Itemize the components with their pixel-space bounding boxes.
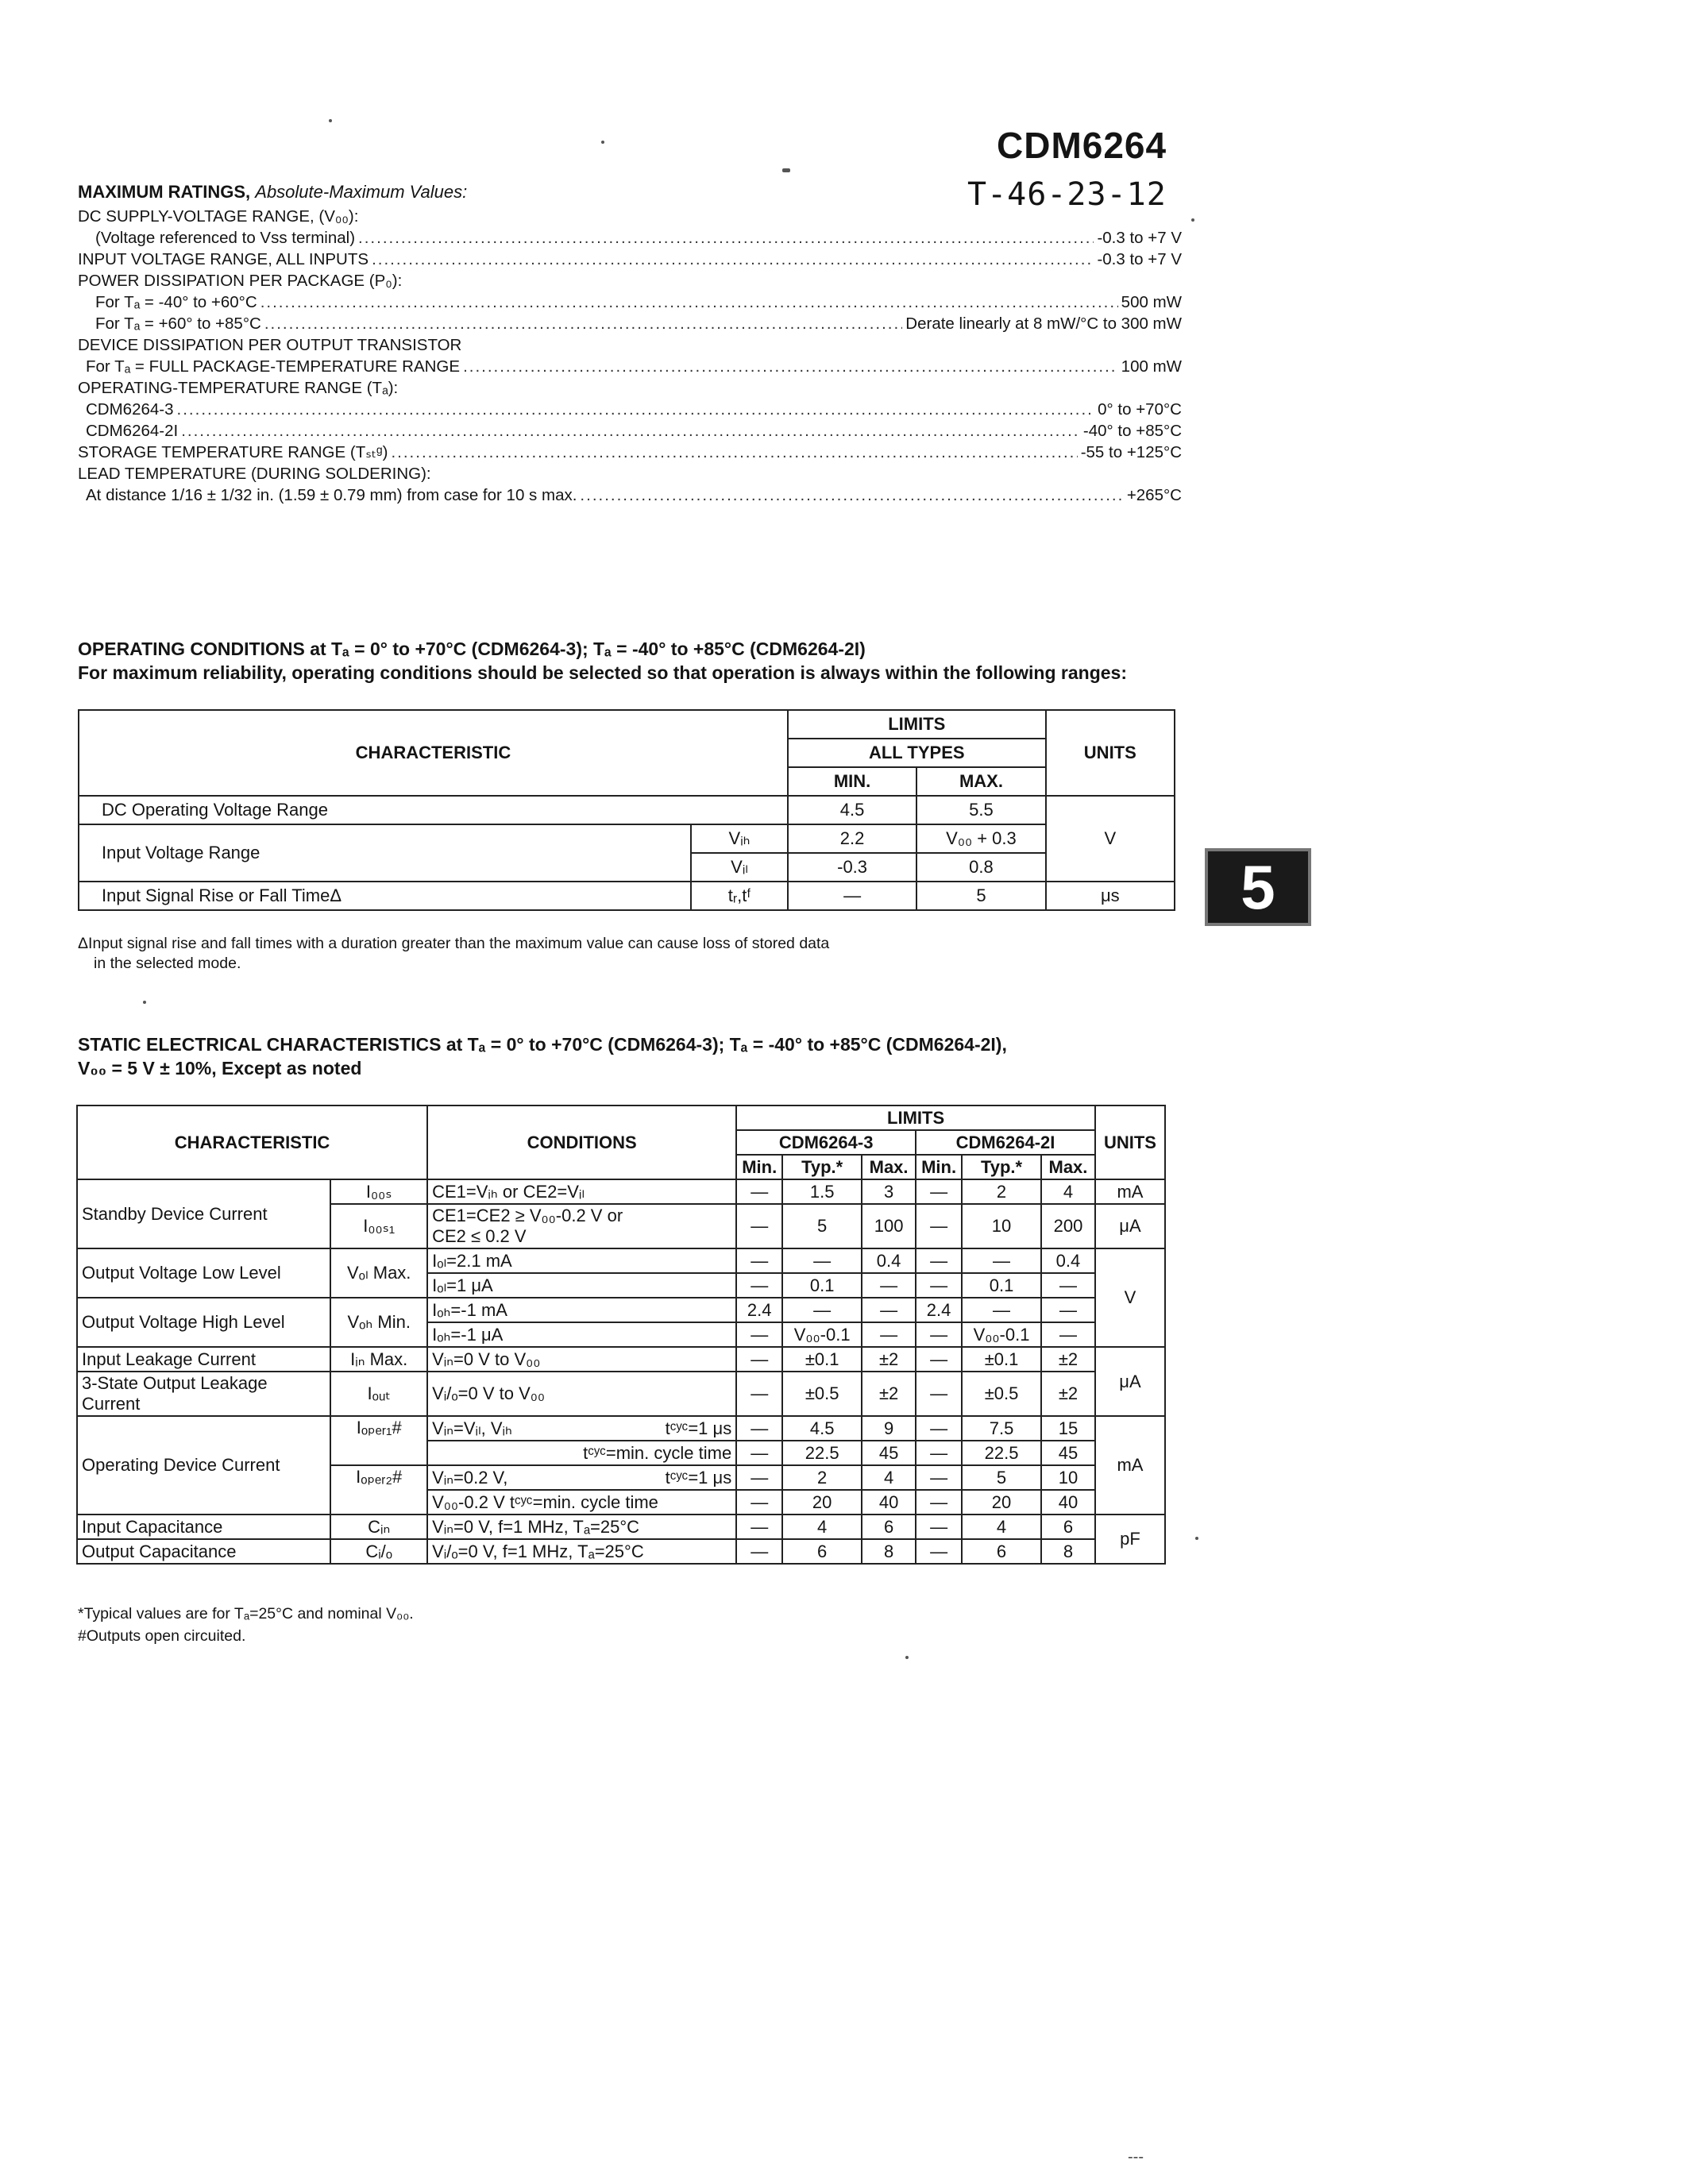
st-cell: ±0.1 <box>962 1347 1041 1372</box>
st-cell: Iₒₕ=-1 mA <box>427 1298 736 1322</box>
st-cell: 22.5 <box>962 1441 1041 1465</box>
st-cell: 9 <box>862 1416 916 1441</box>
operating-title: OPERATING CONDITIONS at Tₐ = 0° to +70°C (CDM6264-3); Tₐ = -40° to +85°C (CDM6264-2I) <box>78 639 866 659</box>
scan-speck <box>905 1656 909 1659</box>
table-row <box>77 1248 1165 1273</box>
st-cell: V₀₀-0.1 <box>782 1322 862 1347</box>
st-cell: 7.5 <box>962 1416 1041 1441</box>
rating-label: OPERATING-TEMPERATURE RANGE (Tₐ): <box>78 379 399 397</box>
footnote-line: ΔInput signal rise and fall times with a duration greater than the maximum value can cause loss of stored data <box>78 935 830 952</box>
st-cell: — <box>736 1539 782 1564</box>
st-cell: 2 <box>782 1465 862 1490</box>
op-cell: 2.2 <box>788 824 916 853</box>
condition-line: CE1=CE2 ≥ V₀₀-0.2 V or <box>432 1206 623 1225</box>
rating-line <box>78 399 1182 420</box>
st-cell: — <box>916 1539 962 1564</box>
st-cell: Output Voltage High Level <box>77 1298 330 1347</box>
st-cell: Vᵢₙ=0 V to V₀₀ <box>427 1347 736 1372</box>
static-characteristics-heading <box>78 1032 1007 1080</box>
st-cell: 2 <box>962 1179 1041 1204</box>
st-cell <box>427 1204 736 1248</box>
operating-footnote <box>78 934 829 974</box>
st-cell: — <box>916 1347 962 1372</box>
rating-line <box>78 420 1182 442</box>
static-footnotes <box>78 1603 414 1647</box>
op-cell: 5 <box>916 882 1045 910</box>
rating-value: -0.3 to +7 V <box>1097 250 1182 268</box>
st-cell: — <box>916 1179 962 1204</box>
st-head-device: CDM6264-3 <box>736 1130 916 1155</box>
rating-line <box>78 227 1182 249</box>
st-cell: 0.4 <box>862 1248 916 1273</box>
st-cell: 5 <box>962 1465 1041 1490</box>
scan-speck <box>782 168 790 172</box>
st-cell: 100 <box>862 1204 916 1248</box>
st-cell: Iₒₚₑᵣ₂# <box>330 1465 427 1515</box>
op-head-max: MAX. <box>916 767 1045 796</box>
rating-value: 500 mW <box>1121 293 1182 311</box>
rating-label: CDM6264-2I <box>86 422 179 440</box>
st-cell: Iₒₗ=1 μA <box>427 1273 736 1298</box>
rating-label: For Tₐ = +60° to +85°C <box>95 314 261 333</box>
st-cell <box>427 1465 736 1490</box>
document-code: T-46-23-12 <box>967 176 1167 213</box>
st-cell: Operating Device Current <box>77 1416 330 1515</box>
rating-value: 0° to +70°C <box>1098 400 1182 419</box>
st-cell: — <box>736 1179 782 1204</box>
op-cell: — <box>788 882 916 910</box>
st-cell: Output Capacitance <box>77 1539 330 1564</box>
st-cell: — <box>916 1372 962 1416</box>
st-cell: ±2 <box>1041 1347 1095 1372</box>
st-cell: 4.5 <box>782 1416 862 1441</box>
rating-line <box>78 313 1182 334</box>
st-cell: — <box>736 1416 782 1441</box>
op-head-all-types: ALL TYPES <box>788 739 1046 767</box>
rating-line <box>78 484 1182 506</box>
st-head-limits: LIMITS <box>736 1106 1095 1130</box>
st-cell: ±0.5 <box>962 1372 1041 1416</box>
st-head-typ: Typ.* <box>962 1155 1041 1179</box>
st-head-max: Max. <box>862 1155 916 1179</box>
st-cell: 20 <box>782 1490 862 1515</box>
op-cell: Input Signal Rise or Fall TimeΔ <box>79 882 691 910</box>
st-cell: — <box>916 1204 962 1248</box>
st-cell: — <box>916 1441 962 1465</box>
op-head-units: UNITS <box>1046 710 1175 796</box>
st-cell: 4 <box>1041 1179 1095 1204</box>
st-cell: V₀₀-0.2 V tᶜʸᶜ=min. cycle time <box>427 1490 736 1515</box>
st-cell: — <box>962 1298 1041 1322</box>
op-cell: V₀₀ + 0.3 <box>916 824 1045 853</box>
st-cell: — <box>916 1515 962 1539</box>
st-cell: Iₒₚₑᵣ₁# <box>330 1416 427 1465</box>
st-cell: — <box>1041 1322 1095 1347</box>
st-cell: 45 <box>862 1441 916 1465</box>
st-cell: — <box>736 1322 782 1347</box>
st-cell: mA <box>1095 1179 1165 1204</box>
op-cell: 0.8 <box>916 853 1045 882</box>
scan-speck <box>143 1001 146 1004</box>
st-cell: ±0.5 <box>782 1372 862 1416</box>
st-cell: 0.1 <box>962 1273 1041 1298</box>
st-cell: Output Voltage Low Level <box>77 1248 330 1298</box>
st-cell: Vₒₕ Min. <box>330 1298 427 1347</box>
st-cell: ±2 <box>1041 1372 1095 1416</box>
st-cell: V <box>1095 1248 1165 1347</box>
st-cell: Cᵢₙ <box>330 1515 427 1539</box>
scan-speck <box>601 141 604 144</box>
op-cell: 4.5 <box>788 796 916 824</box>
rating-line <box>78 270 1182 291</box>
st-cell: — <box>736 1465 782 1490</box>
scan-speck <box>1195 1537 1198 1540</box>
st-cell: — <box>916 1465 962 1490</box>
st-head-min: Min. <box>916 1155 962 1179</box>
footnote-line: in the selected mode. <box>94 955 241 972</box>
st-head-max: Max. <box>1041 1155 1095 1179</box>
op-head-min: MIN. <box>788 767 916 796</box>
st-cell: — <box>736 1248 782 1273</box>
rating-label: POWER DISSIPATION PER PACKAGE (P₀): <box>78 272 403 290</box>
table-row <box>77 1372 1165 1416</box>
table-row <box>79 824 1175 853</box>
condition-right: tᶜʸᶜ=1 μs <box>665 1467 732 1488</box>
st-cell: 4 <box>782 1515 862 1539</box>
st-cell: 4 <box>862 1465 916 1490</box>
st-cell: 200 <box>1041 1204 1095 1248</box>
st-cell: 6 <box>1041 1515 1095 1539</box>
st-cell: pF <box>1095 1515 1165 1564</box>
rating-line <box>78 334 1182 356</box>
st-cell: — <box>916 1416 962 1441</box>
rating-value: 100 mW <box>1121 357 1182 376</box>
rating-line <box>78 356 1182 377</box>
condition-left: Vᵢₙ=0.2 V, <box>432 1467 508 1488</box>
op-cell: DC Operating Voltage Range <box>79 796 788 824</box>
st-cell: 3-State Output Leakage Current <box>77 1372 330 1416</box>
rating-value: Derate linearly at 8 mW/°C to 300 mW <box>905 314 1182 333</box>
scan-speck <box>329 119 332 122</box>
condition-line: CE2 ≤ 0.2 V <box>432 1226 527 1246</box>
rating-label: For Tₐ = FULL PACKAGE-TEMPERATURE RANGE <box>86 357 461 376</box>
rating-value: -55 to +125°C <box>1080 443 1182 461</box>
st-cell: 3 <box>862 1179 916 1204</box>
st-cell: I₀₀ₛ₁ <box>330 1204 427 1248</box>
footnote-line: *Typical values are for Tₐ=25°C and nominal V₀₀. <box>78 1605 414 1623</box>
st-cell: — <box>736 1490 782 1515</box>
section-tab-marker: 5 <box>1205 848 1311 926</box>
st-cell: I₀₀ₛ <box>330 1179 427 1204</box>
st-cell: Vₒₗ Max. <box>330 1248 427 1298</box>
st-cell: 10 <box>962 1204 1041 1248</box>
static-title-conditions: V₀₀ = 5 V ± 10%, Except as noted <box>78 1058 362 1078</box>
st-cell: — <box>916 1490 962 1515</box>
static-characteristics-table <box>76 1105 1166 1565</box>
op-cell: Vᵢₗ <box>691 853 788 882</box>
st-cell: 8 <box>862 1539 916 1564</box>
st-cell: mA <box>1095 1416 1165 1515</box>
rating-line <box>78 463 1182 484</box>
op-cell: Input Voltage Range <box>79 824 691 882</box>
condition-right: tᶜʸᶜ=1 μs <box>665 1418 732 1438</box>
st-head-characteristic: CHARACTERISTIC <box>77 1106 427 1179</box>
st-cell: — <box>962 1248 1041 1273</box>
st-cell: 20 <box>962 1490 1041 1515</box>
part-number: CDM6264 <box>997 125 1167 166</box>
rating-value: +265°C <box>1126 486 1182 504</box>
st-head-typ: Typ.* <box>782 1155 862 1179</box>
st-cell <box>427 1416 736 1441</box>
rating-label: CDM6264-3 <box>86 400 174 419</box>
table-row <box>77 1539 1165 1564</box>
st-cell: 40 <box>1041 1490 1095 1515</box>
op-cell: tᵣ,tᶠ <box>691 882 788 910</box>
st-cell: — <box>736 1347 782 1372</box>
st-cell: 22.5 <box>782 1441 862 1465</box>
static-title: STATIC ELECTRICAL CHARACTERISTICS at Tₐ = 0° to +70°C (CDM6264-3); Tₐ = -40° to +85°C (CDM6264-2I), <box>78 1034 1007 1055</box>
st-cell: 45 <box>1041 1441 1095 1465</box>
st-cell: — <box>1041 1273 1095 1298</box>
st-cell: Input Leakage Current <box>77 1347 330 1372</box>
op-cell: V <box>1046 796 1175 882</box>
st-cell: — <box>736 1273 782 1298</box>
st-cell: Vᵢₙ=0 V, f=1 MHz, Tₐ=25°C <box>427 1515 736 1539</box>
st-cell: — <box>736 1515 782 1539</box>
rating-value: -40° to +85°C <box>1082 422 1182 440</box>
st-cell: Cᵢ/ₒ <box>330 1539 427 1564</box>
st-head-min: Min. <box>736 1155 782 1179</box>
st-cell: — <box>916 1248 962 1273</box>
st-cell: 10 <box>1041 1465 1095 1490</box>
st-cell: Standby Device Current <box>77 1179 330 1248</box>
st-cell: — <box>916 1273 962 1298</box>
st-cell: tᶜʸᶜ=min. cycle time <box>427 1441 736 1465</box>
st-cell: Input Capacitance <box>77 1515 330 1539</box>
st-cell: Vᵢ/ₒ=0 V to V₀₀ <box>427 1372 736 1416</box>
ratings-title: MAXIMUM RATINGS, <box>78 182 251 202</box>
ratings-subtitle: Absolute-Maximum Values: <box>255 182 468 202</box>
st-head-units: UNITS <box>1095 1106 1165 1179</box>
st-cell: Iᵢₙ Max. <box>330 1347 427 1372</box>
rating-label: INPUT VOLTAGE RANGE, ALL INPUTS <box>78 250 369 268</box>
op-cell: μs <box>1046 882 1175 910</box>
st-cell: — <box>862 1322 916 1347</box>
operating-conditions-heading <box>78 637 1127 685</box>
operating-subtitle: For maximum reliability, operating conditions should be selected so that operation is always within the following ranges: <box>78 662 1127 683</box>
st-cell: 15 <box>1041 1416 1095 1441</box>
st-head-device: CDM6264-2I <box>916 1130 1095 1155</box>
rating-label: DEVICE DISSIPATION PER OUTPUT TRANSISTOR <box>78 336 462 354</box>
st-cell: 4 <box>962 1515 1041 1539</box>
st-cell: 2.4 <box>916 1298 962 1322</box>
st-cell: Vᵢ/ₒ=0 V, f=1 MHz, Tₐ=25°C <box>427 1539 736 1564</box>
st-cell: CE1=Vᵢₕ or CE2=Vᵢₗ <box>427 1179 736 1204</box>
st-cell: — <box>1041 1298 1095 1322</box>
rating-label: STORAGE TEMPERATURE RANGE (Tₛₜᵍ) <box>78 443 388 461</box>
rating-label: DC SUPPLY-VOLTAGE RANGE, (V₀₀): <box>78 207 359 226</box>
st-cell: Iₒₕ=-1 μA <box>427 1322 736 1347</box>
st-cell: 2.4 <box>736 1298 782 1322</box>
st-cell: Iₒᵤₜ <box>330 1372 427 1416</box>
st-cell: — <box>782 1298 862 1322</box>
st-head-conditions: CONDITIONS <box>427 1106 736 1179</box>
st-cell: 0.1 <box>782 1273 862 1298</box>
st-cell: — <box>736 1441 782 1465</box>
op-cell: 5.5 <box>916 796 1045 824</box>
st-cell: ±2 <box>862 1347 916 1372</box>
rating-label: LEAD TEMPERATURE (DURING SOLDERING): <box>78 465 431 483</box>
condition-left: Vᵢₙ=Vᵢₗ, Vᵢₕ <box>432 1418 512 1438</box>
op-cell: -0.3 <box>788 853 916 882</box>
footnote-line: #Outputs open circuited. <box>78 1627 246 1645</box>
page-footer-mark: --- <box>1128 2148 1144 2166</box>
table-row <box>79 796 1175 824</box>
rating-value: -0.3 to +7 V <box>1097 229 1182 247</box>
rating-label: At distance 1/16 ± 1/32 in. (1.59 ± 0.79 mm) from case for 10 s max. <box>86 486 577 504</box>
operating-conditions-table <box>78 709 1175 911</box>
st-cell: μA <box>1095 1347 1165 1416</box>
table-row <box>77 1179 1165 1204</box>
table-row <box>77 1515 1165 1539</box>
st-cell: Iₒₗ=2.1 mA <box>427 1248 736 1273</box>
st-cell: — <box>736 1372 782 1416</box>
st-cell: 8 <box>1041 1539 1095 1564</box>
st-cell: 6 <box>782 1539 862 1564</box>
op-head-limits: LIMITS <box>788 710 1046 739</box>
op-head-characteristic: CHARACTERISTIC <box>79 710 788 796</box>
rating-line <box>78 249 1182 270</box>
st-cell: 6 <box>962 1539 1041 1564</box>
maximum-ratings-section <box>78 181 1182 506</box>
st-cell: 0.4 <box>1041 1248 1095 1273</box>
op-cell: Vᵢₕ <box>691 824 788 853</box>
scan-speck <box>1191 218 1194 222</box>
st-cell: — <box>736 1204 782 1248</box>
rating-line <box>78 206 1182 227</box>
st-cell: 1.5 <box>782 1179 862 1204</box>
table-row <box>79 882 1175 910</box>
table-row <box>77 1298 1165 1322</box>
st-cell: ±0.1 <box>782 1347 862 1372</box>
table-row <box>77 1347 1165 1372</box>
rating-line <box>78 442 1182 463</box>
st-cell: — <box>862 1273 916 1298</box>
st-cell: 40 <box>862 1490 916 1515</box>
rating-line <box>78 291 1182 313</box>
st-cell: — <box>862 1298 916 1322</box>
table-row <box>77 1416 1165 1441</box>
st-cell: μA <box>1095 1204 1165 1248</box>
st-cell: 5 <box>782 1204 862 1248</box>
rating-label: For Tₐ = -40° to +60°C <box>95 293 257 311</box>
st-cell: V₀₀-0.1 <box>962 1322 1041 1347</box>
st-cell: — <box>782 1248 862 1273</box>
st-cell: — <box>916 1322 962 1347</box>
rating-line <box>78 377 1182 399</box>
ratings-heading <box>78 181 1182 203</box>
st-cell: 6 <box>862 1515 916 1539</box>
rating-label: (Voltage referenced to Vss terminal) <box>95 229 356 247</box>
st-cell: ±2 <box>862 1372 916 1416</box>
